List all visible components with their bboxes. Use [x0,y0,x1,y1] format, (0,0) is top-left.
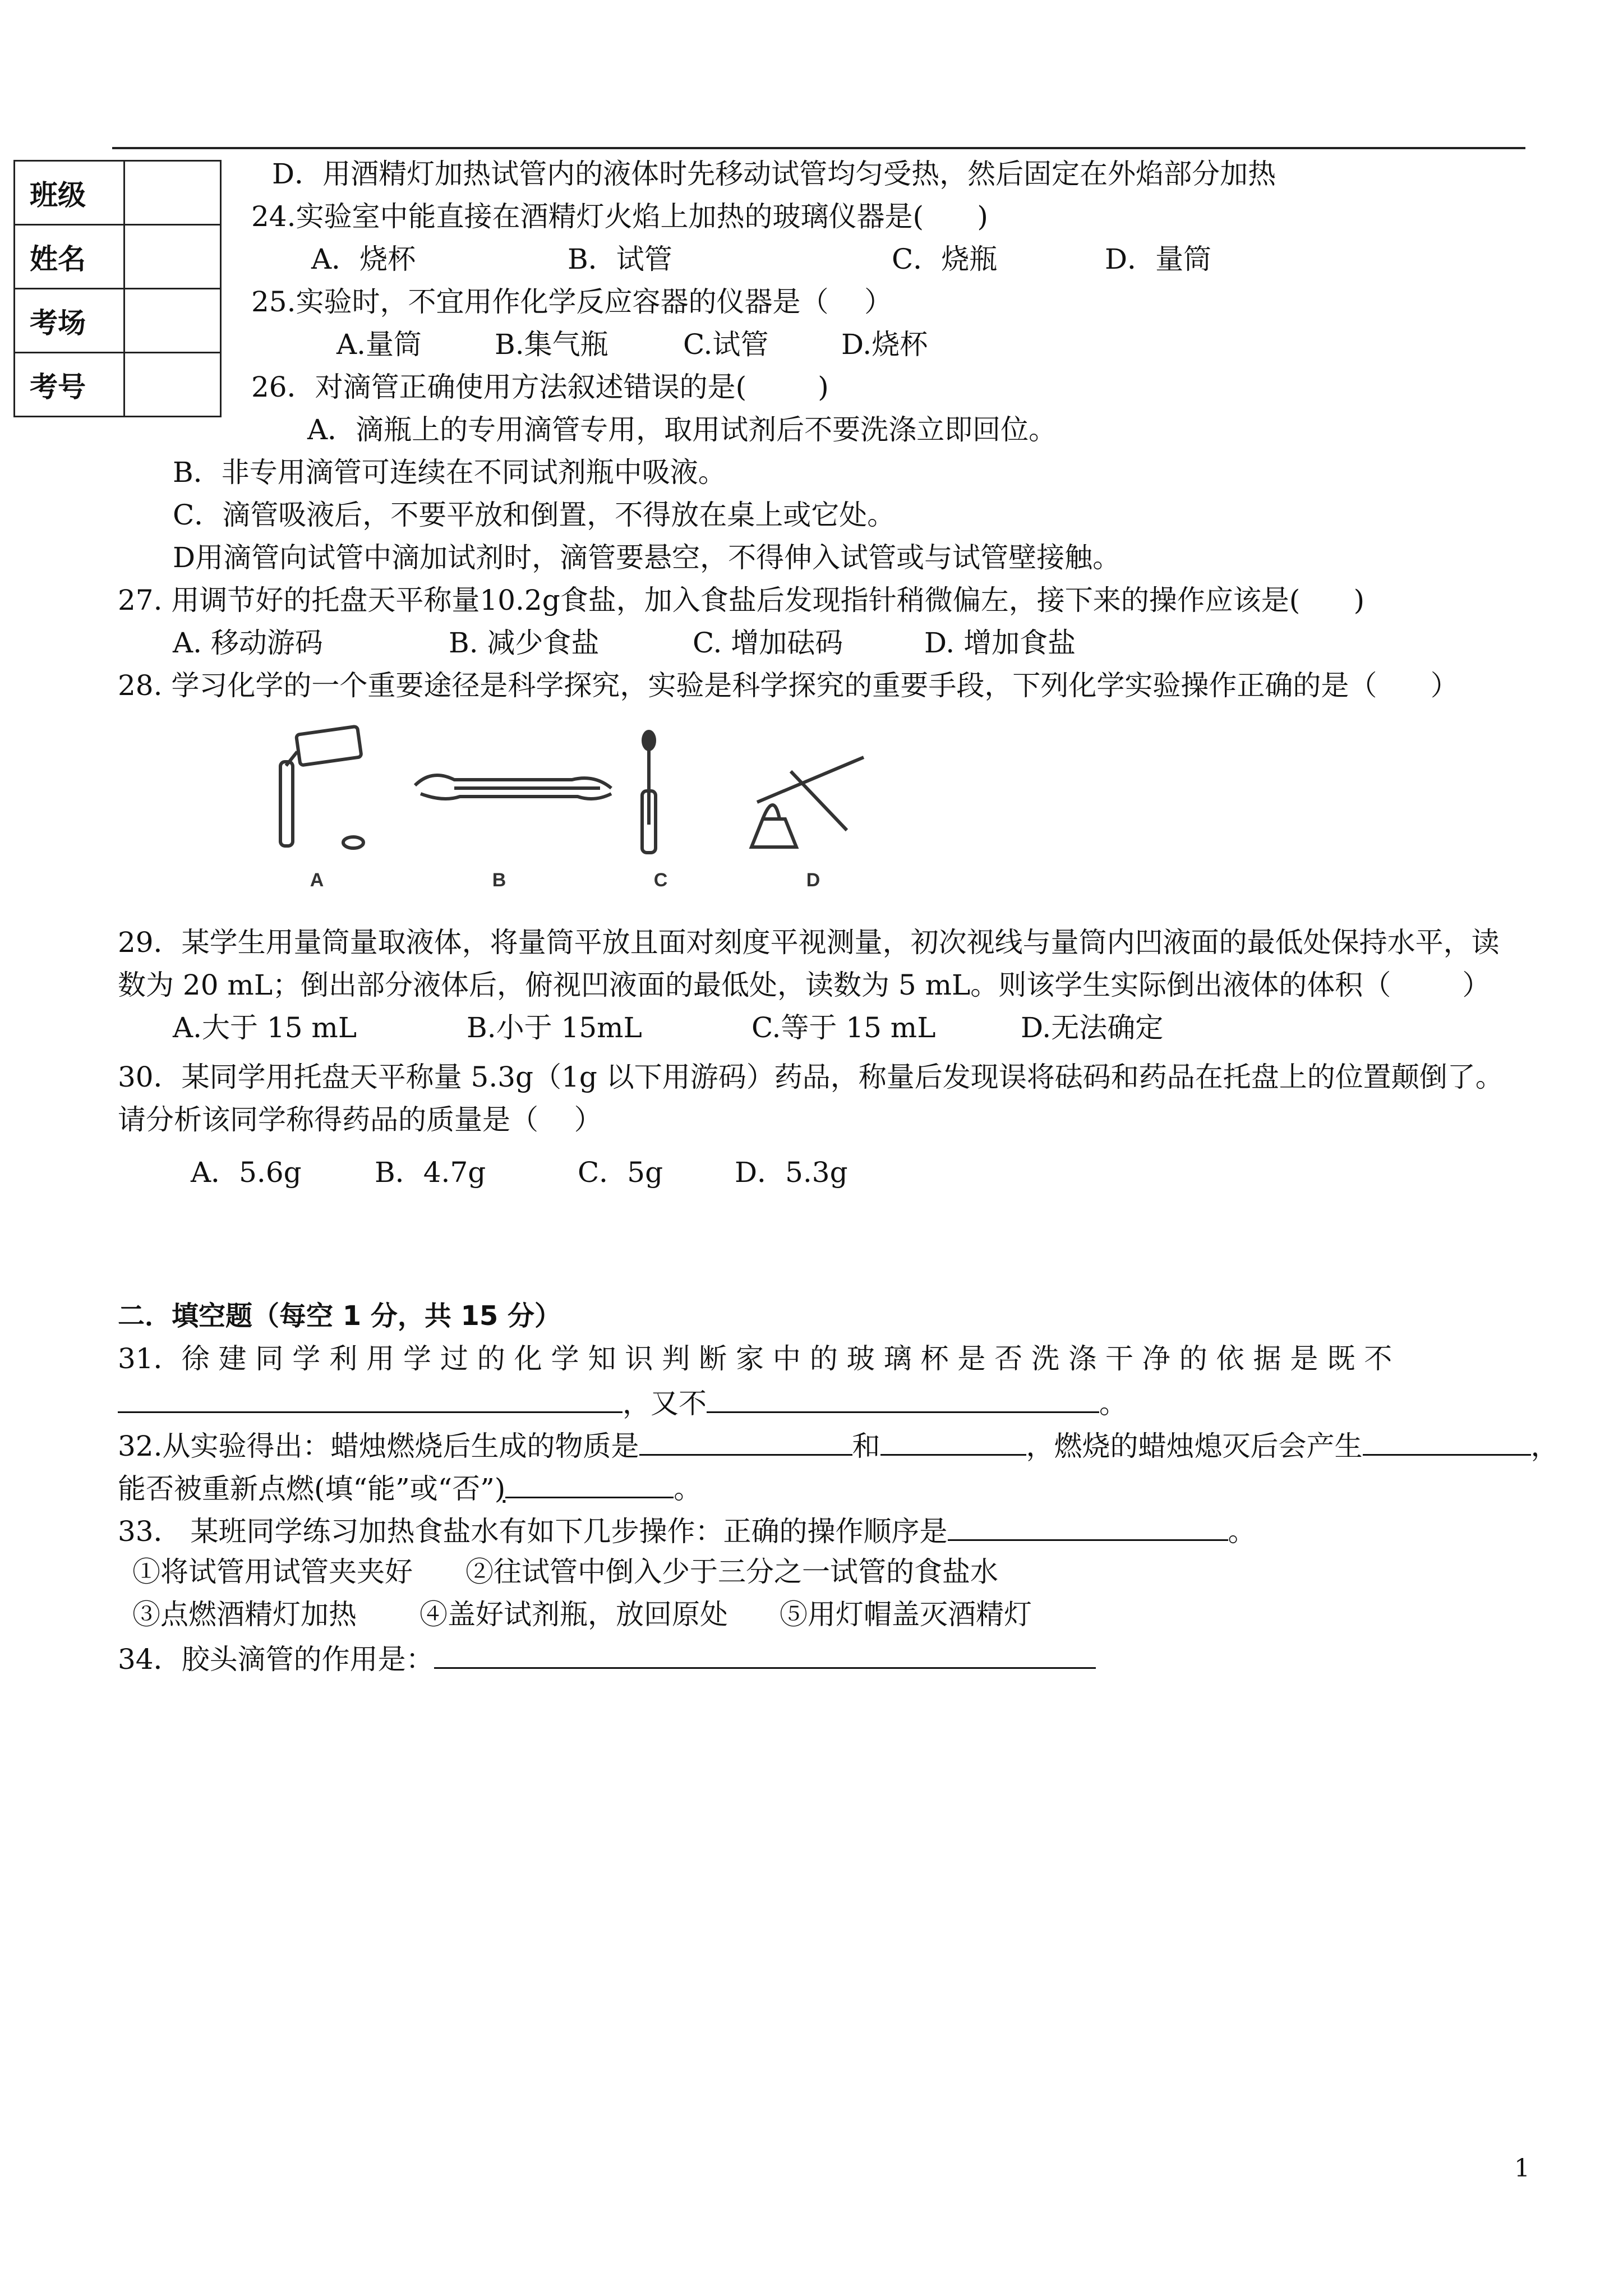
question-26: 26．对滴管正确使用方法叙述错误的是( ) [251,371,829,403]
page-number: 1 [1514,2154,1530,2183]
q24-option-a: A．烧杯 [311,243,416,275]
q25-option-d: D.烧杯 [841,328,928,361]
q32-text-a: 32.从实验得出：蜡烛燃烧后生成的物质是 [118,1430,639,1462]
answer-blank[interactable] [948,1511,1228,1541]
info-field[interactable] [125,353,221,417]
header-rule [112,147,1525,149]
figure-label-a: A [310,869,324,891]
figure-b-holding [415,775,611,799]
q27-option-b: B. 减少食盐 [449,627,600,659]
q26-option-c: C．滴管吸液后，不要平放和倒置，不得放在桌上或它处。 [173,499,896,531]
q29-option-b: B.小于 15mL [467,1011,642,1044]
figure-d-heating [751,757,864,847]
q32-close-paren: ) [494,1473,506,1505]
q26-option-a: A．滴瓶上的专用滴管专用，取用试剂后不要洗涤立即回位。 [307,413,1057,446]
info-field[interactable] [125,289,221,353]
q26-option-b: B．非专用滴管可连续在不同试剂瓶中吸液。 [173,456,726,489]
info-field[interactable] [125,161,221,225]
answer-blank[interactable] [880,1426,1026,1456]
question-25: 25.实验时，不宜用作化学反应容器的仪器是（ ） [251,286,893,318]
student-info-table [13,160,222,417]
q33-end-text: 。 [1228,1515,1256,1548]
info-row-class [15,161,221,225]
answer-blank[interactable] [639,1426,852,1456]
q26-option-d: D用滴管向试管中滴加试剂时，滴管要悬空，不得伸入试管或与试管壁接触。 [173,541,1121,574]
q33-text: 33． 某班同学练习加热食盐水有如下几步操作：正确的操作顺序是 [118,1515,948,1548]
question-30-line1: 30．某同学用托盘天平称量 5.3g（1g 以下用游码）药品，称量后发现误将砝码和药品在托盘上的位置颠倒了。 [118,1061,1504,1093]
question-31-line2 [118,1383,1127,1421]
q24-option-c: C．烧瓶 [892,243,998,275]
q33-step-4: ④盖好试剂瓶，放回原处 [419,1598,728,1631]
answer-blank[interactable] [118,1383,623,1413]
q32-and-text: 和 [852,1430,880,1462]
info-row-name [15,225,221,289]
option-d-heating: D．用酒精灯加热试管内的液体时先移动试管均匀受热，然后固定在外焰部分加热 [272,158,1276,190]
question-32-line1 [118,1426,1559,1464]
q30-option-d: D．5.3g [735,1156,848,1189]
q33-step-3: ③点燃酒精灯加热 [132,1598,357,1631]
figure-c-dropper [642,731,656,853]
question-30-line2: 请分析该同学称得药品的质量是（ ） [118,1103,602,1136]
section-fill-in-blank-title: 二．填空题（每空 1 分，共 15 分） [118,1300,562,1332]
figure-label-d: D [806,869,820,891]
q27-option-a: A. 移动游码 [173,627,323,659]
info-label: 姓名 [15,225,125,289]
figure-label-b: B [492,869,506,891]
q33-step-5: ⑤用灯帽盖灭酒精灯 [780,1598,1032,1631]
q32-end-text: ， [1530,1430,1559,1462]
question-28: 28. 学习化学的一个重要途径是科学探究，实验是科学探究的重要手段，下列化学实验操作正确的是（ ） [118,669,1459,702]
question-31-line1: 31．徐 建 同 学 利 用 学 过 的 化 学 知 识 判 断 家 中 的 玻 璃 杯 是 否 洗 涤 干 净 的 依 据 是 既 不 [118,1342,1393,1375]
q25-option-b: B.集气瓶 [495,328,608,361]
info-label: 班级 [15,161,125,225]
q33-step-1: ①将试管用试管夹夹好 [132,1556,413,1588]
answer-blank[interactable] [1363,1426,1531,1456]
q29-option-c: C.等于 15 mL [751,1011,936,1044]
q31-end-text: 。 [1099,1387,1127,1420]
question-24: 24.实验室中能直接在酒精灯火焰上加热的玻璃仪器是( ) [251,200,988,233]
answer-blank[interactable] [707,1383,1099,1413]
q27-option-c: C. 增加砝码 [693,627,843,659]
q33-step-2: ②往试管中倒入少于三分之一试管的食盐水 [465,1556,998,1588]
q34-text: 34．胶头滴管的作用是： [118,1643,434,1676]
q32-line2-text: 能否被重新点燃(填“能”或“否” [118,1473,495,1505]
question-32-line2 [118,1469,702,1507]
q31-middle-text: ，又不 [623,1387,707,1420]
question-33 [118,1511,1256,1549]
question-34 [118,1639,1096,1677]
info-row-room [15,289,221,353]
info-label: 考场 [15,289,125,353]
q30-option-b: B．4.7g [375,1156,486,1189]
figure-a-pouring [280,726,363,848]
answer-blank[interactable] [434,1639,1096,1669]
q29-option-d: D.无法确定 [1021,1011,1164,1044]
info-label: 考号 [15,353,125,417]
q25-option-c: C.试管 [683,328,769,361]
info-field[interactable] [125,225,221,289]
question-27: 27. 用调节好的托盘天平称量10.2g食盐，加入食盐后发现指针稍微偏左，接下来的操作应该是( ) [118,584,1365,616]
q29-option-a: A.大于 15 mL [173,1011,357,1044]
q30-option-c: C．5g [578,1156,663,1189]
question-29-line2: 数为 20 mL；倒出部分液体后，俯视凹液面的最低处，读数为 5 mL。则该学生实际倒出液体的体积（ ） [118,969,1491,1001]
answer-blank[interactable] [505,1469,674,1498]
q24-option-b: B．试管 [568,243,672,275]
info-row-number [15,353,221,417]
q32-line2-end: 。 [674,1473,702,1505]
q32-text-b: ，燃烧的蜡烛熄灭后会产生 [1026,1430,1363,1462]
q27-option-d: D. 增加食盐 [924,627,1076,659]
q25-option-a: A.量筒 [336,328,422,361]
q24-option-d: D．量筒 [1105,243,1212,275]
lab-operations-figure [118,718,914,903]
figure-label-c: C [653,869,668,891]
q30-option-a: A．5.6g [191,1156,302,1189]
question-29-line1: 29．某学生用量筒量取液体，将量筒平放且面对刻度平视测量，初次视线与量筒内凹液面的最低处保持水平，读 [118,926,1500,959]
